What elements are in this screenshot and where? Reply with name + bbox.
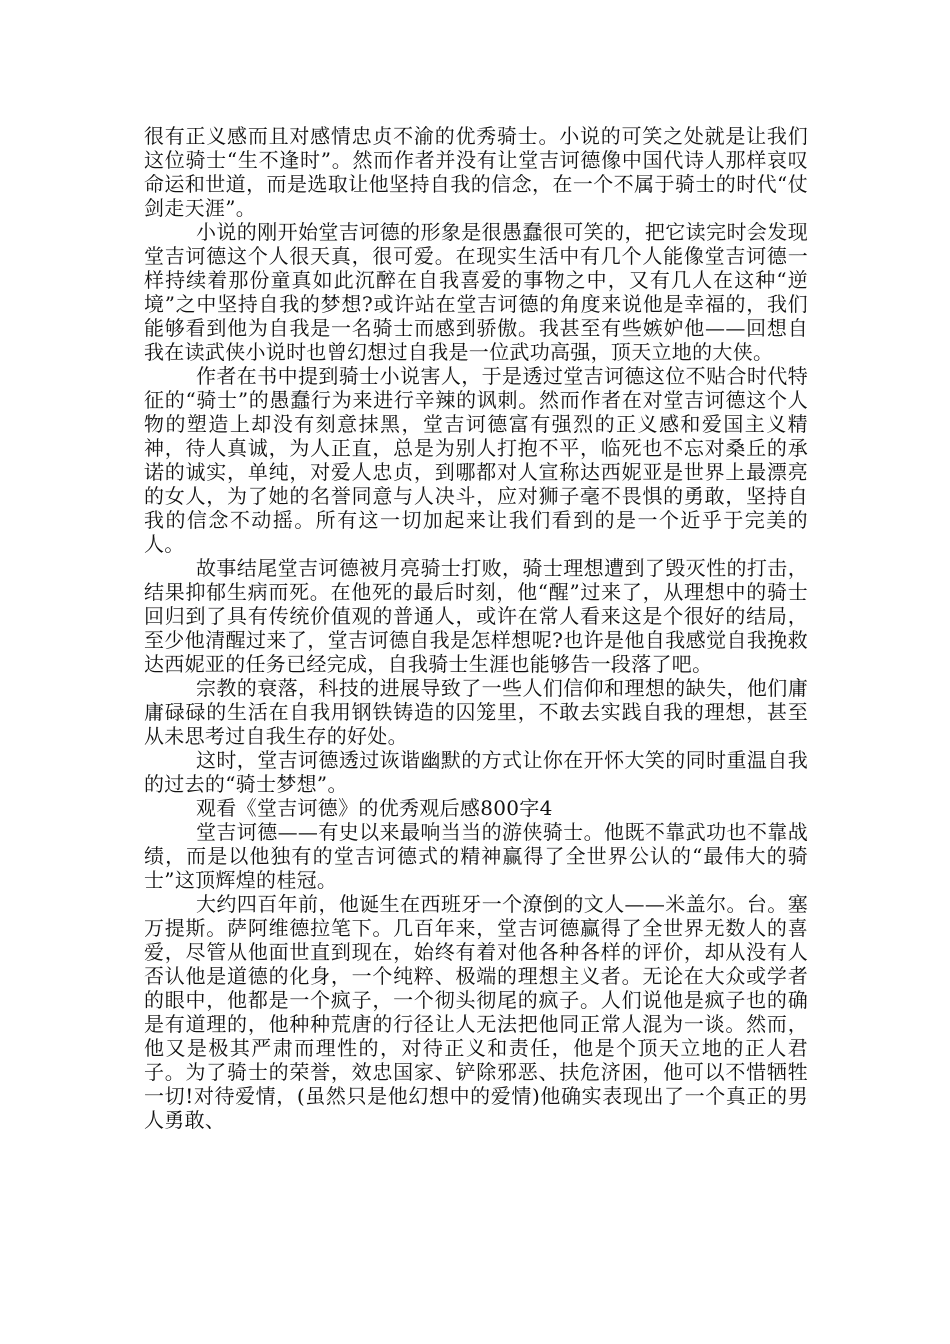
- paragraph-8: 大约四百年前，他诞生在西班牙一个潦倒的文人——米盖尔。台。塞万提斯。萨阿维德拉笔下。几百年来，堂吉诃德赢得了全世界无数人的喜爱，尽管从他面世直到现在，始终有着对他各种各样的评价，却从没有人否认他是道德的化身，一个纯粹、极端的理想主义者。无论在大众或学者的眼中，他都是一个疯子，一个彻头彻尾的疯子。人们说他是疯子也的确是有道理的，他种种荒唐的行径让人无法把他同正常人混为一谈。然而，他又是极其严肃而理性的，对待正义和责任，他是个顶天立地的正人君子。为了骑士的荣誉，效忠国家、铲除邪恶、扶危济困，他可以不惜牺牲一切!对待爱情，(虽然只是他幻想中的爱情)他确实表现出了一个真正的男人勇敢、: [144, 892, 808, 1132]
- section-title: 观看《堂吉诃德》的优秀观后感800字4: [196, 796, 553, 820]
- paragraph-2: 小说的刚开始堂吉诃德的形象是很愚蠢很可笑的，把它读完时会发现堂吉诃德这个人很天真，很可爱。在现实生活中有几个人能像堂吉诃德一样持续着那份童真如此沉醉在自我喜爱的事物之中，又有几人在这种“逆境”之中坚持自我的梦想?或许站在堂吉诃德的角度来说他是幸福的，我们能够看到他为自我是一名骑士而感到骄傲。我甚至有些嫉妒他——回想自我在读武侠小说时也曾幻想过自我是一位武功高强，顶天立地的大侠。: [144, 220, 808, 364]
- paragraph-4: 故事结尾堂吉诃德被月亮骑士打败，骑士理想遭到了毁灭性的打击，结果抑郁生病而死。在他死的最后时刻，他“醒”过来了，从理想中的骑士回归到了具有传统价值观的普通人，或许在常人看来这是个很好的结局，至少他清醒过来了，堂吉诃德自我是怎样想呢?也许是他自我感觉自我挽救达西妮亚的任务已经完成，自我骑士生涯也能够告一段落了吧。: [144, 556, 808, 676]
- paragraph-3: 作者在书中提到骑士小说害人，于是透过堂吉诃德这位不贴合时代特征的“骑士”的愚蠢行为来进行辛辣的讽刺。然而作者在对堂吉诃德这个人物的塑造上却没有刻意抹黑，堂吉诃德富有强烈的正义感和爱国主义精神，待人真诚，为人正直，总是为别人打抱不平，临死也不忘对桑丘的承诺的诚实，单纯，对爱人忠贞，到哪都对人宣称达西妮亚是世界上最漂亮的女人，为了她的名誉同意与人决斗，应对狮子毫不畏惧的勇敢，坚持自我的信念不动摇。所有这一切加起来让我们看到的是一个近乎于完美的人。: [144, 364, 808, 556]
- paragraph-7: 堂吉诃德——有史以来最响当当的游侠骑士。他既不靠武功也不靠战绩，而是以他独有的堂吉诃德式的精神赢得了全世界公认的“最伟大的骑士”这顶辉煌的桂冠。: [144, 820, 808, 892]
- paragraph-6: 这时，堂吉诃德透过诙谐幽默的方式让你在开怀大笑的同时重温自我的过去的“骑士梦想”。: [144, 748, 808, 796]
- document-page: [144, 124, 808, 1132]
- paragraph-5: 宗教的衰落，科技的进展导致了一些人们信仰和理想的缺失，他们庸庸碌碌的生活在自我用钢铁铸造的囚笼里，不敢去实践自我的理想，甚至从未思考过自我生存的好处。: [144, 676, 808, 748]
- paragraph-1: 很有正义感而且对感情忠贞不渝的优秀骑士。小说的可笑之处就是让我们这位骑士“生不逢时”。然而作者并没有让堂吉诃德像中国代诗人那样哀叹命运和世道，而是选取让他坚持自我的信念，在一个不属于骑士的时代“仗剑走天涯”。: [144, 124, 808, 220]
